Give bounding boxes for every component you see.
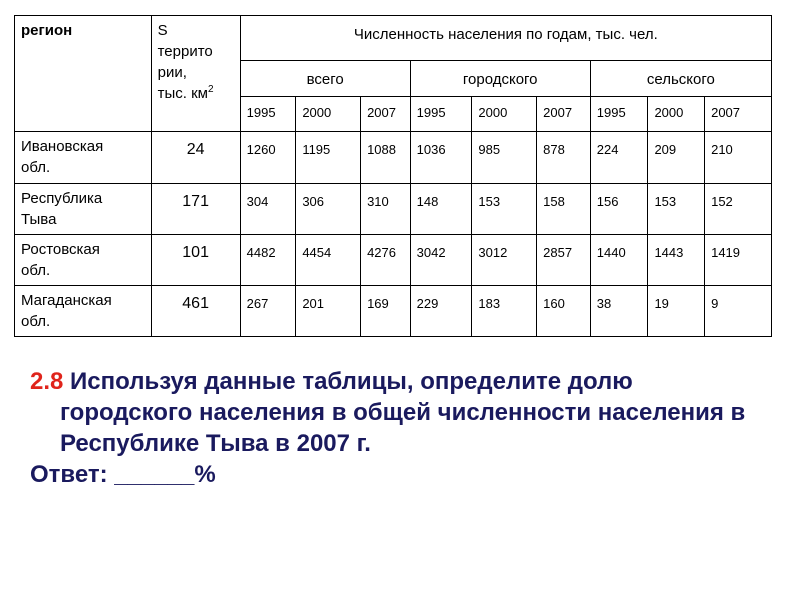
value-cell: 1440 [590,235,648,286]
population-table [14,15,772,337]
header-area-line-2: террито [157,43,213,60]
region-line: Республика [21,190,103,207]
value-cell: 3012 [472,235,537,286]
value-cell: 209 [648,132,705,184]
year-cell: 2000 [648,97,705,132]
header-group-total: всего [240,61,410,97]
value-cell: 148 [410,184,472,235]
region-line: обл. [21,262,51,279]
header-area-line-1: S [157,22,168,39]
task-question-text: Используя данные таблицы, определите долю городского населения в общей численности населения в Республике Тыва в 2007 г. [60,368,746,457]
task-number: 2.8 [30,368,64,395]
area-cell: 24 [151,132,240,184]
value-cell: 153 [648,184,705,235]
header-area-line-3: рии, [157,64,187,81]
year-cell: 2007 [537,97,591,132]
region-cell [15,235,152,286]
value-cell: 310 [361,184,411,235]
value-cell: 183 [472,286,537,337]
area-cell: 171 [151,184,240,235]
table-row [15,286,772,337]
value-cell: 1443 [648,235,705,286]
region-line: обл. [21,159,51,176]
value-cell: 210 [705,132,772,184]
table-row [15,184,772,235]
year-cell: 1995 [590,97,648,132]
value-cell: 158 [537,184,591,235]
header-region: регион [15,16,152,132]
value-cell: 229 [410,286,472,337]
task-block [30,366,770,490]
value-cell: 1195 [296,132,361,184]
value-cell: 4276 [361,235,411,286]
header-row-1 [15,16,772,61]
header-population: Численность населения по годам, тыс. чел. [240,16,771,61]
value-cell: 4454 [296,235,361,286]
value-cell: 1260 [240,132,296,184]
value-cell: 985 [472,132,537,184]
value-cell: 1419 [705,235,772,286]
value-cell: 1036 [410,132,472,184]
header-area [151,16,240,132]
header-group-urban: городского [410,61,590,97]
year-cell: 1995 [410,97,472,132]
region-cell [15,132,152,184]
value-cell: 38 [590,286,648,337]
value-cell: 3042 [410,235,472,286]
year-cell: 2000 [472,97,537,132]
value-cell: 267 [240,286,296,337]
task-question [30,366,770,459]
value-cell: 4482 [240,235,296,286]
value-cell: 878 [537,132,591,184]
region-line: Ростовская [21,241,100,258]
region-line: Ивановская [21,138,104,155]
region-line: Магаданская [21,292,112,309]
region-cell [15,184,152,235]
region-line: Тыва [21,211,57,228]
header-group-rural: сельского [590,61,771,97]
region-line: обл. [21,313,51,330]
table-row [15,132,772,184]
value-cell: 160 [537,286,591,337]
value-cell: 306 [296,184,361,235]
value-cell: 201 [296,286,361,337]
area-cell: 101 [151,235,240,286]
value-cell: 19 [648,286,705,337]
value-cell: 152 [705,184,772,235]
area-cell: 461 [151,286,240,337]
value-cell: 304 [240,184,296,235]
task-answer: Ответ: ______% [30,461,216,488]
value-cell: 9 [705,286,772,337]
value-cell: 153 [472,184,537,235]
region-cell [15,286,152,337]
value-cell: 156 [590,184,648,235]
year-cell: 2007 [705,97,772,132]
value-cell: 2857 [537,235,591,286]
value-cell: 1088 [361,132,411,184]
year-cell: 2007 [361,97,411,132]
year-cell: 1995 [240,97,296,132]
value-cell: 169 [361,286,411,337]
header-area-line-4: тыс. км [157,85,208,102]
value-cell: 224 [590,132,648,184]
table-row [15,235,772,286]
header-area-sup: 2 [207,84,214,95]
year-cell: 2000 [296,97,361,132]
